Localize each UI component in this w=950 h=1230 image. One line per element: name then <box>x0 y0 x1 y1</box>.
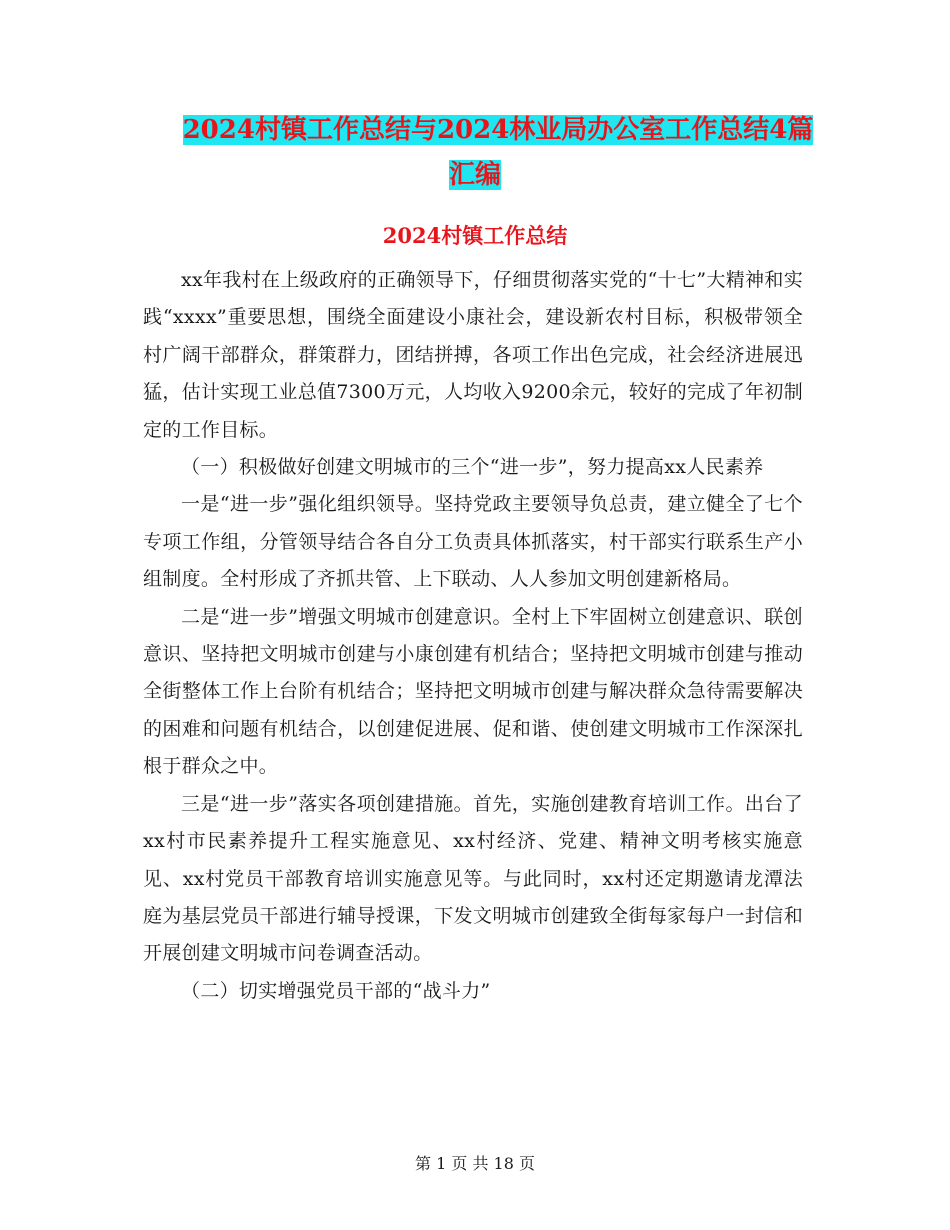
section-title: 2024村镇工作总结 <box>382 223 568 248</box>
paragraph: 二是“进一步”增强文明城市创建意识。全村上下牢固树立创建意识、联创意识、坚持把文明城市创建与小康创建有机结合；坚持把文明城市创建与推动全街整体工作上台阶有机结合；坚持把文明城市创建与解决群众急待需要解决的困难和问题有机结合，以创建促进展、促和谐、使创建文明城市工作深深扎根于群众之中。 <box>143 605 803 778</box>
document-title <box>0 108 950 198</box>
paragraph: xx年我村在上级政府的正确领导下，仔细贯彻落实党的“十七”大精神和实践“xxxx”重要思想，围绕全面建设小康社会，建设新农村目标，积极带领全村广阔干部群众，群策群力，团结拼搏，各项工作出色完成，社会经济进展迅猛，估计实现工业总值7300万元，人均收入9200余元，较好的完成了年初制定的工作目标。 <box>143 269 803 441</box>
document-title-line-1: 2024村镇工作总结与2024林业局办公室工作总结4篇 <box>182 115 814 145</box>
paragraph: （一）积极做好创建文明城市的三个“进一步”，努力提高xx人民素养 <box>181 456 764 479</box>
document-title-line-2: 汇编 <box>448 160 501 190</box>
document-body <box>143 262 803 1010</box>
paragraph: 一是“进一步”强化组织领导。坚持党政主要领导负总责，建立健全了七个专项工作组，分管领导结合各自分工负责具体抓落实，村干部实行联系生产小组制度。全村形成了齐抓共管、上下联动、人人参加文明创建新格局。 <box>143 493 803 591</box>
page-footer: 第 1 页 共 18 页 <box>415 1154 535 1173</box>
paragraph: 三是“进一步”落实各项创建措施。首先，实施创建教育培训工作。出台了xx村市民素养提升工程实施意见、xx村经济、党建、精神文明考核实施意见、xx村党员干部教育培训实施意见等。与此同时，xx村还定期邀请龙潭法庭为基层党员干部进行辅导授课，下发文明城市创建致全街每家每户一封信和开展创建文明城市问卷调查活动。 <box>143 792 803 965</box>
paragraph: （二）切实增强党员干部的“战斗力” <box>181 979 491 1002</box>
